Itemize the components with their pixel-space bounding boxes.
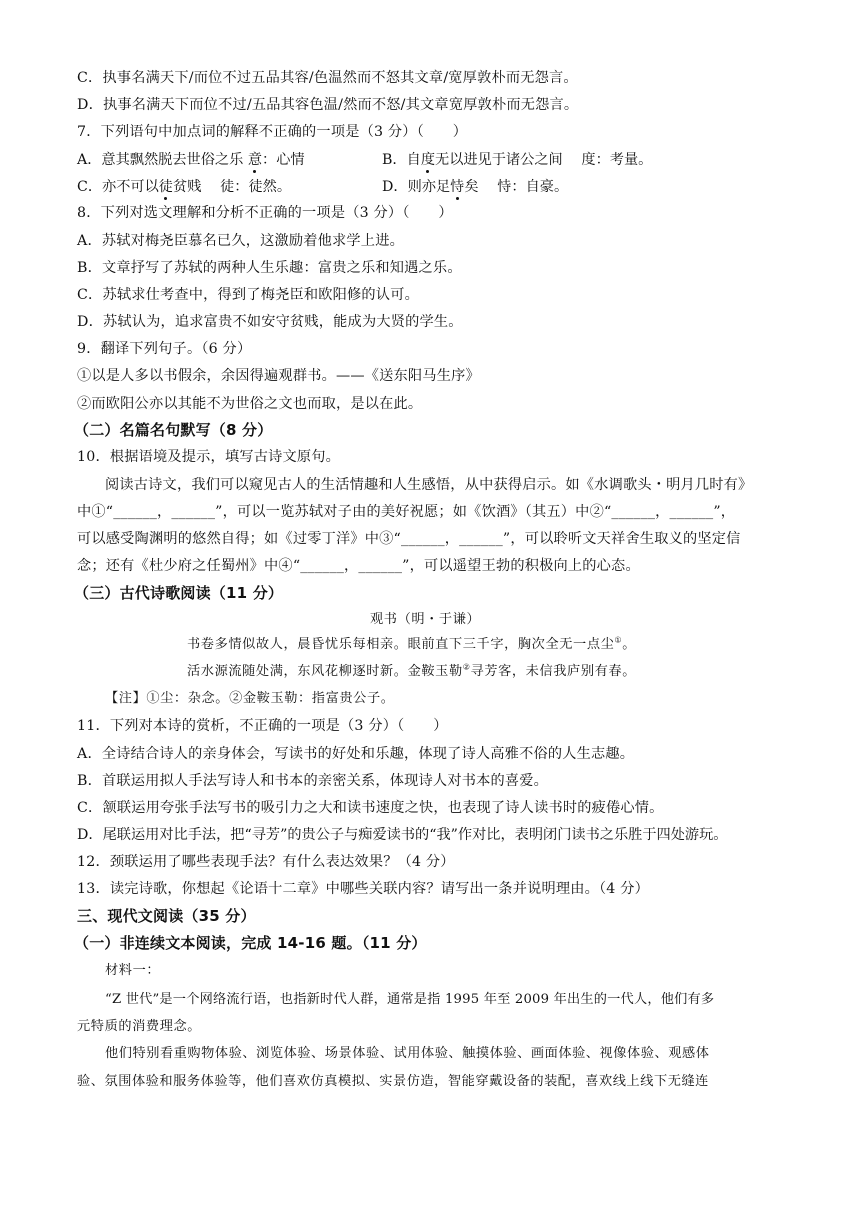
material-paragraph-line: 元特质的消费理念。 <box>77 1019 202 1034</box>
q7-options-cd <box>0 176 860 194</box>
q7-stem: 7．下列语句中加点词的解释不正确的一项是（3 分）（ ） <box>77 124 468 140</box>
dotted-word: 徒 <box>158 179 173 195</box>
q11-option-b: B．首联运用拟人手法写诗人和书本的亲密关系，体现诗人对书本的喜爱。 <box>77 773 549 789</box>
q12-stem: 12．颈联运用了哪些表现手法？有什么表达效果？（4 分） <box>77 854 455 870</box>
q8-option-c: C．苏轼求仕考查中，得到了梅尧臣和欧阳修的认可。 <box>77 287 419 303</box>
q11-stem: 11．下列对本诗的赏析，不正确的一项是（3 分）（ ） <box>77 718 448 734</box>
q7-option-d: D．则亦足恃矣 恃：自豪。 <box>382 179 569 195</box>
dotted-word: 恃 <box>450 179 465 195</box>
section-heading-recitation: （二）名篇名句默写（8 分） <box>74 421 273 439</box>
q10-paragraph-line: 阅读古诗文，我们可以窥见古人的生活情趣和人生感悟，从中获得启示。如《水调歌头・明月几时有》 <box>105 477 753 493</box>
q8-option-a: A．苏轼对梅尧臣慕名已久，这激励着他求学上进。 <box>77 233 404 249</box>
q9-sentence-2: ②而欧阳公亦以其能不为世俗之文也而取，是以在此。 <box>77 396 423 412</box>
poem-line: 书卷多情似故人，晨昏忧乐每相亲。眼前直下三千字，胸次全无一点尘①。 <box>187 635 636 652</box>
dotted-word: 度 <box>420 152 436 168</box>
q6-option-d: D．执事名满天下而位不过/五品其容色温/然而不怒/其文章宽厚敦朴而无怨言。 <box>77 97 579 113</box>
q10-paragraph-line: 中①“______，______”，可以一览苏轼对子由的美好祝愿；如《饮酒》（其五）中②“______，______”， <box>77 504 736 520</box>
q11-option-a: A．全诗结合诗人的亲身体会，写读书的好处和乐趣，体现了诗人高雅不俗的人生志趣。 <box>77 746 635 762</box>
q11-option-c: C．颔联运用夸张手法写书的吸引力之大和读书速度之快，也表现了诗人读书时的疲倦心情。 <box>77 800 664 816</box>
poem-title: 观书（明・于谦） <box>370 612 481 627</box>
material-paragraph-line: 他们特别看重购物体验、浏览体验、场景体验、试用体验、触摸体验、画面体验、视像体验、观感体 <box>105 1046 710 1061</box>
section-heading-poetry: （三）古代诗歌阅读（11 分） <box>74 584 284 602</box>
section-heading-modern: 三、现代文阅读（35 分） <box>77 907 256 925</box>
poem-notes: 【注】①尘：杂念。②金鞍玉勒：指富贵公子。 <box>105 691 395 706</box>
q13-stem: 13．读完诗歌，你想起《论语十二章》中哪些关联内容？请写出一条并说明理由。（4 分） <box>77 881 650 897</box>
q9-sentence-1: ①以是人多以书假余，余因得遍观群书。——《送东阳马生序》 <box>77 368 480 384</box>
dotted-word: 意 <box>247 152 263 168</box>
q8-stem: 8．下列对选文理解和分析不正确的一项是（3 分）（ ） <box>77 205 453 221</box>
q7-options-ab <box>0 149 860 167</box>
subsection-heading-nonlinear: （一）非连续文本阅读，完成 14-16 题。（11 分） <box>74 934 427 952</box>
q7-option-a: A．意其飘然脱去世俗之乐 意：心情 <box>77 152 305 168</box>
q10-stem: 10．根据语境及提示，填写古诗文原句。 <box>77 449 341 465</box>
q9-stem: 9．翻译下列句子。（6 分） <box>77 341 252 357</box>
q10-paragraph-line: 念；还有《杜少府之任蜀州》中④“______，______”，可以遥望王勃的积极向上的心态。 <box>77 558 640 574</box>
q7-option-c: C．亦不可以徒贫贱 徒：徒然。 <box>77 179 292 195</box>
poem-line: 活水源流随处满，东风花柳逐时新。金鞍玉勒②寻芳客，未信我庐别有春。 <box>187 662 636 679</box>
q8-option-d: D．苏轼认为，追求富贵不如安守贫贱，能成为大贤的学生。 <box>77 314 463 330</box>
q7-option-b: B．自度无以进见于诸公之间 度：考量。 <box>382 152 653 168</box>
q8-option-b: B．文章抒写了苏轼的两种人生乐趣：富贵之乐和知遇之乐。 <box>77 260 462 276</box>
q11-option-d: D．尾联运用对比手法，把“寻芳”的贵公子与痴爱读书的“我”作对比，表明闭门读书之乐胜于四处游玩。 <box>77 827 728 843</box>
q6-option-c: C．执事名满天下/而位不过五品其容/色温然而不怒其文章/宽厚敦朴而无怨言。 <box>77 70 578 86</box>
material-label: 材料一： <box>105 963 161 978</box>
material-paragraph-line: 验、氛围体验和服务体验等，他们喜欢仿真模拟、实景仿造，智能穿戴设备的装配，喜欢线上线下无缝连 <box>77 1074 709 1089</box>
q10-paragraph-line: 可以感受陶渊明的悠然自得；如《过零丁洋》中③“______，______”，可以聆听文天祥舍生取义的坚定信 <box>77 531 741 547</box>
material-paragraph-line: “Z 世代”是一个网络流行语，也指新时代人群，通常是指 1995 年至 2009 年出生的一代人，他们有多 <box>105 992 715 1007</box>
